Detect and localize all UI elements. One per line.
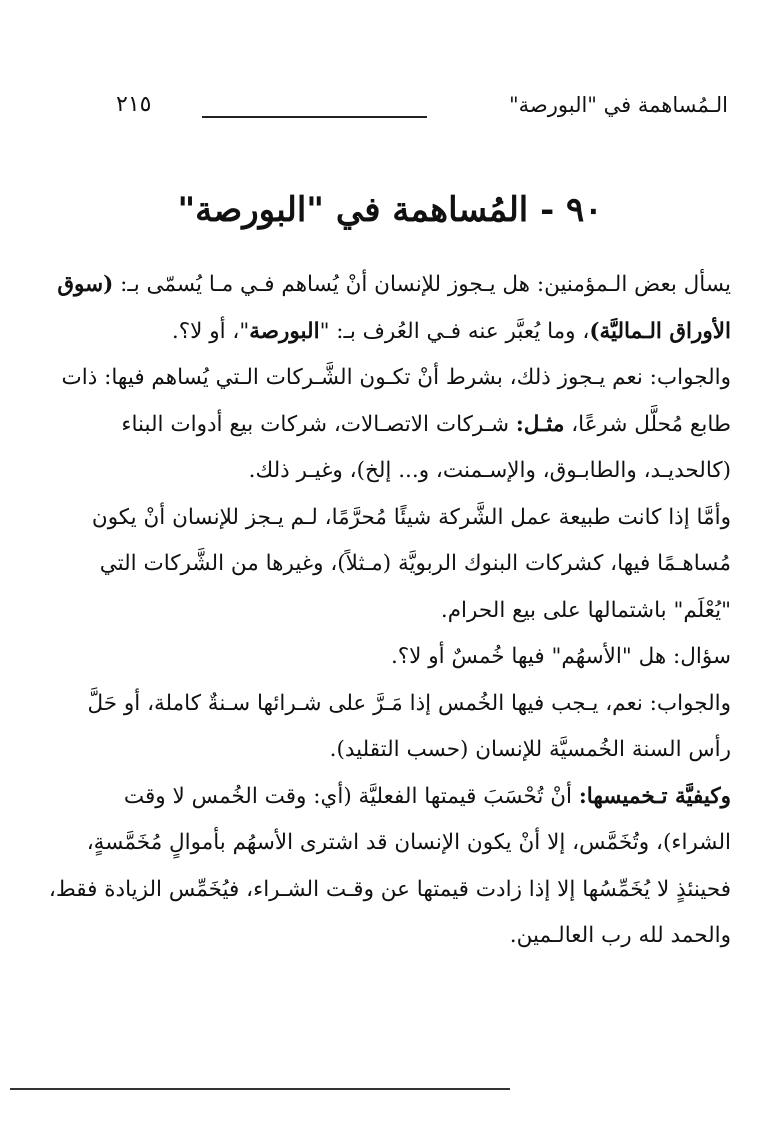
paragraph: والجواب: نعم، يـجب فيها الخُمس إذا مَـرَّ على شـرائها سـنةٌ كاملة، أو حَلَّ رأس السنة الخُمسيَّة للإنسان (حسب التقليد).: [87, 690, 731, 762]
bottom-rule: [10, 1088, 510, 1090]
paragraph: وأمَّا إذا كانت طبيعة عمل الشَّركة شيئًا مُحرَّمًا، لـم يـجز للإنسان أنْ يكون مُساهـمًا فيها، كشركات البنوك الربويَّة (مـثلاً)، وغيرها من الشَّركات التي "يُعْلَم" باشتمالها على بيع الحرام.: [91, 504, 731, 623]
paragraph: [48, 774, 731, 960]
paragraph: [48, 262, 731, 355]
paragraph: [48, 355, 731, 495]
chapter-title: ٩٠ - المُساهمة في "البورصة": [177, 190, 603, 230]
page-header: [108, 88, 728, 128]
text-run: يسأل بعض الـمؤمنين: هل يـجوز للإنسان أنْ يُساهم فـي مـا يُسمّى بـ:: [113, 272, 731, 297]
text-run: "، أو لا؟.: [171, 318, 250, 344]
text-run: ، وما يُعبَّر عنه فـي العُرف بـ: ": [319, 318, 590, 344]
bold-term: وكيفيَّة تـخميسها:: [578, 783, 731, 809]
paragraph: سؤال: هل "الأسهُم" فيها خُمسٌ أو لا؟.: [390, 644, 731, 669]
page-number: ٢١٥: [116, 92, 152, 117]
running-title: الـمُساهمة في "البورصة": [509, 93, 728, 117]
text-run: والجواب: نعم يـجوز ذلك، بشرط أنْ تكـون الشَّـركات الـتي يُساهم فيها: ذات طابع مُحلَّل شرعًا،: [61, 365, 731, 437]
text-run: أنْ تُحْسَبَ قيمتها الفعليَّة (أي: وقت الخُمس لا وقت الشراء)، وتُخَمَّس، إلا أنْ يكون الإنسان قد اشترى الأسهُم بأموالٍ مُخَمَّسةٍ، فحينئذٍ لا يُخَمِّسُها إلا إذا زادت قيمتها عن وقـت الشـراء، فيُخَمِّس الزيادة فقط، والحمد لله رب العالـمين.: [48, 783, 731, 948]
bold-term: مثـل:: [515, 411, 565, 437]
bold-term: البورصة: [249, 318, 320, 344]
text-run: شـركات الاتصـالات، شركات بيع أدوات البناء (كالحديـد، والطابـوق، والإسـمنت، و... إلخ)، وغيـر ذلك.: [121, 411, 731, 483]
header-rule: [202, 116, 427, 118]
body-text: [48, 262, 731, 960]
bold-term: (سوق الأوراق الـماليَّة): [57, 272, 731, 344]
